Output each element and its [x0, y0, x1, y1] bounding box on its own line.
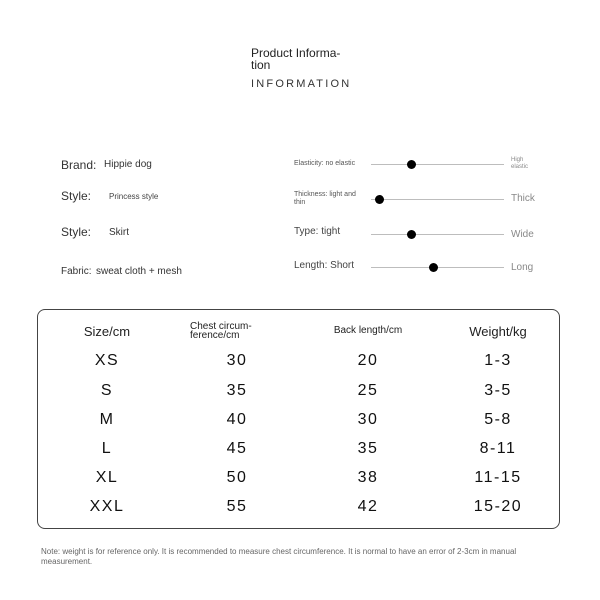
table-cell: XS — [94, 352, 120, 369]
table-cell: XXL — [89, 498, 125, 515]
fabric-row — [61, 261, 182, 279]
style-value-2: Skirt — [109, 227, 129, 238]
table-cell: 40 — [226, 411, 248, 428]
elasticity-indicator — [407, 160, 416, 169]
table-cell: 38 — [357, 469, 379, 486]
fabric-label: Fabric: — [61, 266, 92, 277]
header-weight: Weight/kg — [469, 324, 527, 339]
measurement-note: Note: weight is for reference only. It is recommended to measure chest circumference. It is normal to have an error of 2-3cm in manual measurement. — [41, 547, 517, 566]
fabric-value: sweat cloth + mesh — [96, 266, 182, 277]
table-cell: 3-5 — [484, 382, 512, 399]
table-cell: 30 — [357, 411, 379, 428]
table-cell: L — [101, 440, 113, 457]
table-cell: 8-11 — [479, 440, 517, 457]
type-track — [371, 234, 504, 235]
thickness-end-label: Thick — [511, 193, 535, 204]
table-cell: XL — [95, 469, 119, 486]
length-end-label: Long — [511, 262, 534, 273]
table-cell: 50 — [226, 469, 248, 486]
table-cell: 15-20 — [473, 498, 523, 515]
table-cell: 42 — [357, 498, 379, 515]
type-end-label: Wide — [511, 229, 534, 240]
header-back-length: Back length/cm — [333, 325, 403, 336]
table-cell: 11-15 — [474, 469, 522, 486]
thickness-track — [371, 199, 504, 200]
table-cell: 45 — [226, 440, 248, 457]
thickness-indicator — [375, 195, 384, 204]
brand-value: Hippie dog — [104, 159, 152, 170]
table-cell: 5-8 — [484, 411, 512, 428]
style-value-1: Princess style — [109, 192, 159, 201]
elasticity-label: Elasticity: no elastic — [294, 160, 356, 167]
type-label: Type: tight — [294, 226, 341, 237]
page-title: Product Informa- tion — [251, 46, 341, 72]
table-cell: 25 — [357, 382, 379, 399]
table-cell: M — [99, 411, 115, 428]
elasticity-end-label: High elastic — [511, 157, 529, 170]
table-cell: 1-3 — [484, 352, 512, 369]
table-cell: S — [100, 382, 114, 399]
table-cell: 55 — [226, 498, 248, 515]
style-label-1: Style: — [61, 189, 92, 203]
thickness-label: Thickness: light and thin — [294, 191, 356, 206]
length-label: Length: Short — [294, 260, 355, 271]
elasticity-track — [371, 164, 504, 165]
table-cell: 20 — [357, 352, 379, 369]
table-cell: 35 — [226, 382, 248, 399]
header-chest: Chest circum- ference/cm — [190, 321, 252, 341]
length-indicator — [429, 263, 438, 272]
header-size: Size/cm — [83, 324, 131, 339]
type-indicator — [407, 230, 416, 239]
brand-label: Brand: — [61, 158, 97, 172]
style-label-2: Style: — [61, 225, 92, 239]
page-subtitle: INFORMATION — [251, 78, 352, 90]
table-cell: 30 — [226, 352, 248, 369]
table-cell: 35 — [357, 440, 379, 457]
